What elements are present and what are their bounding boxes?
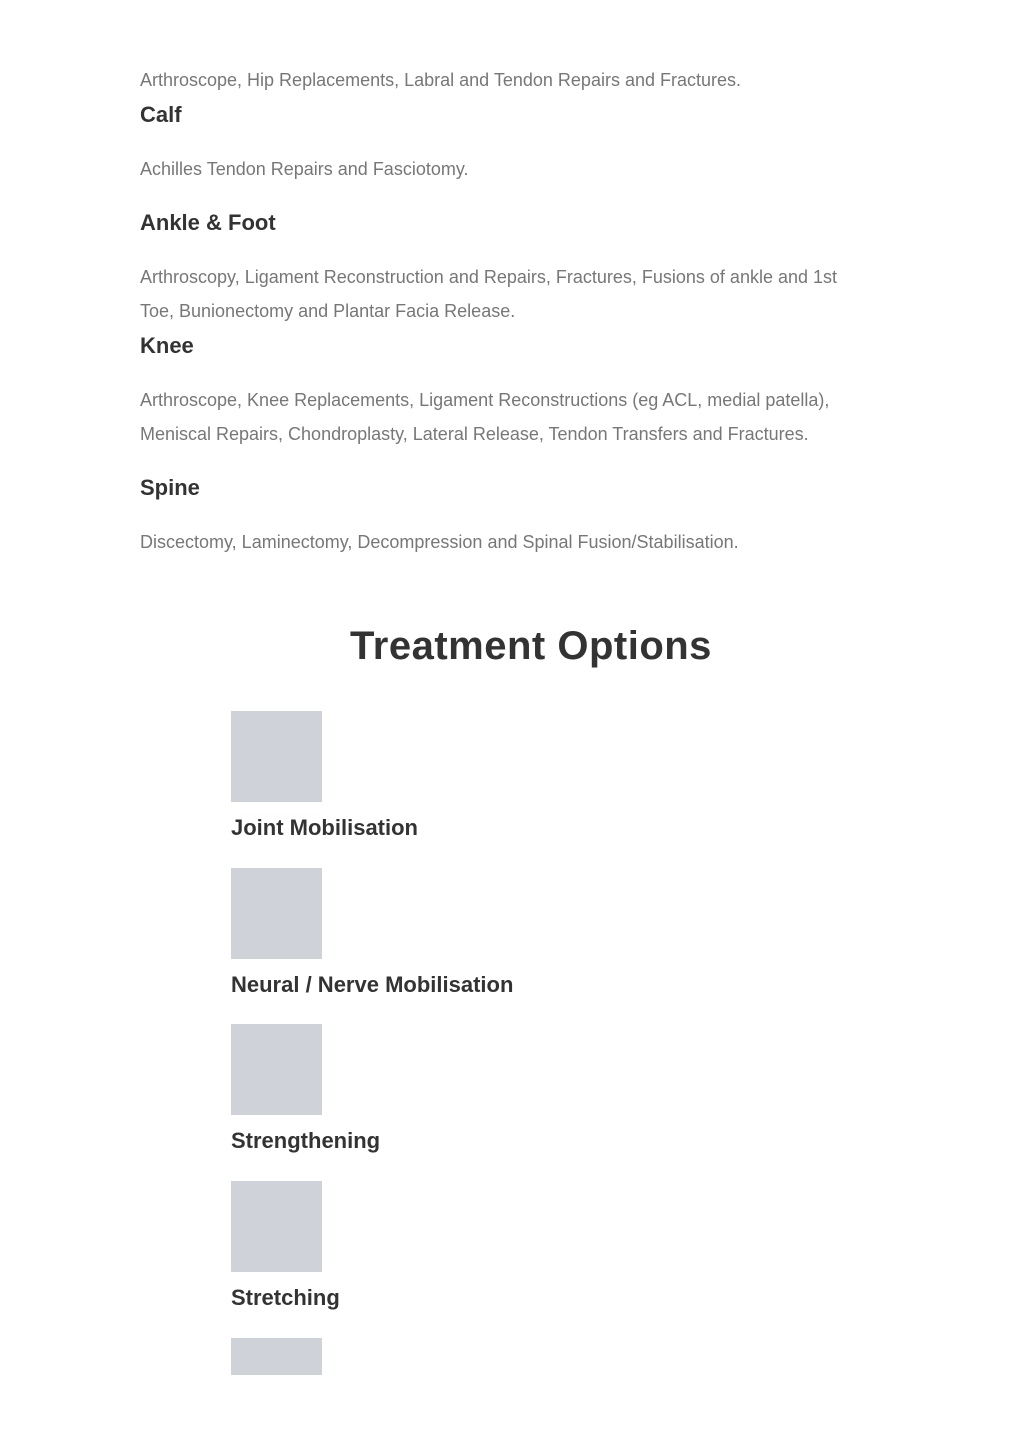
treatment-image-placeholder: [231, 868, 322, 959]
calf-description: Achilles Tendon Repairs and Fasciotomy.: [140, 159, 469, 179]
treatment-options-title: Treatment Options: [350, 624, 712, 668]
treatment-option-neural-mobilisation[interactable]: [231, 868, 831, 997]
treatment-option-label: Strengthening: [231, 1128, 381, 1153]
treatment-option-label: Stretching: [231, 1285, 340, 1310]
ankle-foot-description-line2: Toe, Bunionectomy and Plantar Facia Release.: [140, 301, 516, 321]
treatment-option-label: Neural / Nerve Mobilisation: [231, 972, 514, 997]
spine-description: Discectomy, Laminectomy, Decompression and Spinal Fusion/Stabilisation.: [140, 532, 739, 552]
treatment-option-joint-mobilisation[interactable]: [231, 711, 831, 840]
calf-heading: Calf: [140, 102, 182, 127]
ankle-foot-description-line1: Arthroscopy, Ligament Reconstruction and Repairs, Fractures, Fusions of ankle and 1st: [140, 267, 838, 287]
treatment-image-placeholder: [231, 1181, 322, 1272]
treatment-option-stretching[interactable]: [231, 1181, 831, 1310]
treatment-option-strengthening[interactable]: [231, 1024, 831, 1153]
spine-heading: Spine: [140, 475, 200, 500]
knee-heading: Knee: [140, 333, 194, 358]
knee-description-line1: Arthroscope, Knee Replacements, Ligament Reconstructions (eg ACL, medial patella),: [140, 390, 830, 410]
treatment-image-placeholder: [231, 1024, 322, 1115]
ankle-foot-heading: Ankle & Foot: [140, 210, 276, 235]
hip-description: Arthroscope, Hip Replacements, Labral and Tendon Repairs and Fractures.: [140, 70, 741, 90]
treatment-option-partial: [231, 1338, 831, 1375]
treatment-option-label: Joint Mobilisation: [231, 815, 418, 840]
knee-description-line2: Meniscal Repairs, Chondroplasty, Lateral Release, Tendon Transfers and Fractures.: [140, 424, 809, 444]
treatment-image-placeholder: [231, 1338, 322, 1375]
treatment-image-placeholder: [231, 711, 322, 802]
